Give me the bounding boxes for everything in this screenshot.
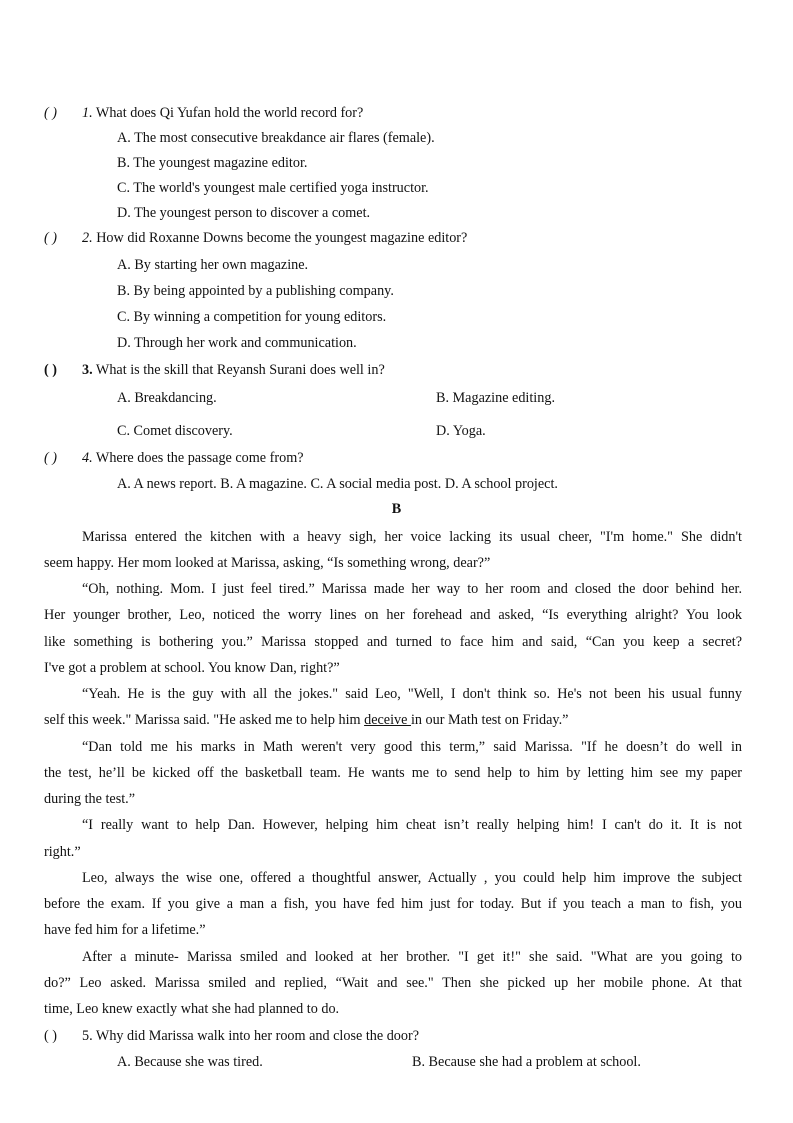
option-3c[interactable]: C. Comet discovery. [117, 423, 233, 439]
passage-line: “I really want to help Dan. However, helping him cheat isn’t really helping him! I can't do it. It is not [82, 817, 742, 833]
question-5 [44, 1026, 419, 1046]
underlined-word: deceive [364, 712, 411, 728]
option-3a[interactable]: A. Breakdancing. [117, 390, 217, 406]
passage-line: time, Leo knew exactly what she had planned to do. [44, 1001, 340, 1017]
passage-line: during the test.” [44, 791, 136, 807]
option-5a[interactable]: A. Because she was tired. [117, 1054, 263, 1070]
question-text: What does Qi Yufan hold the world record for? [92, 105, 364, 121]
answer-blank[interactable]: ( ) [44, 1028, 57, 1044]
question-number: 3. [82, 362, 93, 378]
passage-line: like something is bothering you.” Marissa stopped and turned to face him and said, “Can you keep a secret? [44, 634, 742, 650]
answer-blank[interactable]: ( ) [44, 450, 57, 466]
answer-blank[interactable]: ( ) [44, 105, 57, 121]
option-2d[interactable]: D. Through her work and communication. [117, 335, 357, 351]
passage-line: Her younger brother, Leo, noticed the worry lines on her forehead and asked, “Is everything alright? You look [44, 607, 742, 623]
option-2b[interactable]: B. By being appointed by a publishing company. [117, 283, 394, 299]
passage-line: “Oh, nothing. Mom. I just feel tired.” Marissa made her way to her room and closed the door behind her. [82, 581, 742, 597]
answer-blank[interactable]: ( ) [44, 362, 57, 378]
question-3 [44, 360, 385, 380]
passage-line: Leo, always the wise one, offered a thoughtful answer, Actually , you could help him improve the subject [82, 870, 742, 886]
passage-line: “Dan told me his marks in Math weren't very good this term,” said Marissa. "If he doesn’t do well in [82, 739, 742, 755]
passage-text: self this week." Marissa said. "He asked me to help him [44, 712, 365, 728]
question-number: 2. [82, 230, 93, 246]
question-number: 5. [82, 1028, 93, 1044]
passage-line: right.” [44, 844, 81, 860]
passage-line: seem happy. Her mom looked at Marissa, asking, “Is something wrong, dear?” [44, 555, 491, 571]
passage-line: the test, he’ll be kicked off the basketball team. He wants me to send help to him by letting him see my paper [44, 765, 742, 781]
option-3b[interactable]: B. Magazine editing. [436, 390, 555, 406]
option-1d[interactable]: D. The youngest person to discover a comet. [117, 205, 371, 221]
passage-line: Marissa entered the kitchen with a heavy sigh, her voice lacking its usual cheer, "I'm home." She didn't [82, 529, 742, 545]
option-3d[interactable]: D. Yoga. [436, 423, 486, 439]
passage-line: “Yeah. He is the guy with all the jokes." said Leo, "Well, I don't think so. He's not been his usual funny [82, 686, 742, 702]
question-text: Where does the passage come from? [92, 450, 304, 466]
option-1b[interactable]: B. The youngest magazine editor. [117, 155, 308, 171]
section-b-heading: B [391, 501, 402, 517]
option-5b[interactable]: B. Because she had a problem at school. [412, 1054, 641, 1070]
passage-line: have fed him for a lifetime.” [44, 922, 206, 938]
option-1c[interactable]: C. The world's youngest male certified yoga instructor. [117, 180, 429, 196]
question-4 [44, 448, 304, 468]
question-1 [44, 103, 363, 123]
question-text: What is the skill that Reyansh Surani does well in? [92, 362, 385, 378]
options-4[interactable]: A. A news report. B. A magazine. C. A social media post. D. A school project. [117, 476, 558, 492]
question-number: 1. [82, 105, 93, 121]
passage-line: before the exam. If you give a man a fish, you have fed him just for today. But if you teach a man to fish, you [44, 896, 742, 912]
question-text: How did Roxanne Downs become the youngest magazine editor? [92, 230, 468, 246]
question-text: Why did Marissa walk into her room and close the door? [92, 1028, 420, 1044]
passage-line: After a minute- Marissa smiled and looked at her brother. "I get it!" she said. "What are you going to [82, 949, 742, 965]
passage-line [44, 710, 742, 730]
option-2a[interactable]: A. By starting her own magazine. [117, 257, 309, 273]
passage-text: in our Math test on Friday.” [410, 712, 569, 728]
passage-line: do?” Leo asked. Marissa smiled and replied, “Wait and see." Then she picked up her mobile phone. At that [44, 975, 742, 991]
option-2c[interactable]: C. By winning a competition for young editors. [117, 309, 387, 325]
answer-blank[interactable]: ( ) [44, 230, 57, 246]
question-2 [44, 228, 467, 248]
passage-line: I've got a problem at school. You know Dan, right?” [44, 660, 340, 676]
question-number: 4. [82, 450, 93, 466]
option-1a[interactable]: A. The most consecutive breakdance air flares (female). [117, 130, 435, 146]
